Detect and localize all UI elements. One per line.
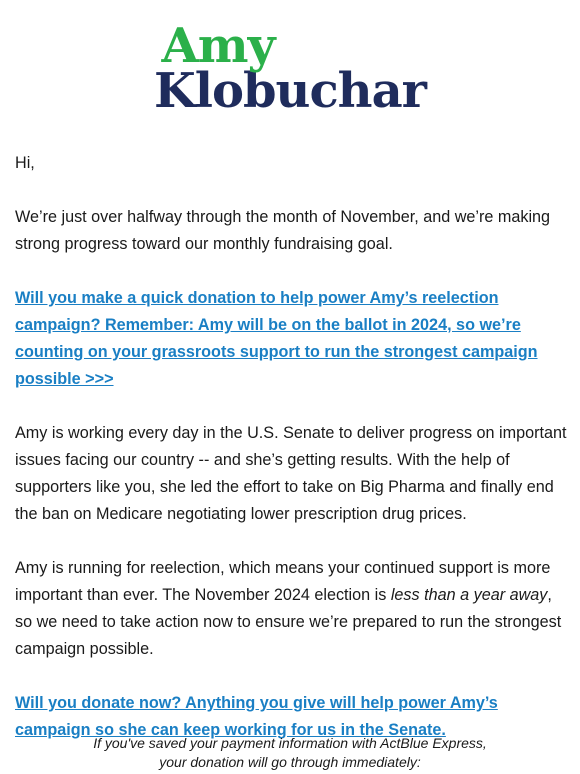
donate-link-paragraph-1 (15, 285, 570, 393)
reelection-emphasis: less than a year away (390, 586, 548, 604)
donate-link-2[interactable]: Will you donate now? Anything you give will help power Amy’s campaign so she can keep working for us in the Senate. (15, 694, 498, 739)
logo-last-name: Klobuchar (154, 63, 426, 119)
actblue-express-note (0, 734, 580, 772)
reelection-paragraph (15, 555, 570, 663)
amy-klobuchar-logo (0, 18, 580, 119)
email-body (15, 150, 570, 771)
reelection-text-start: Amy is running for reelection, which means your continued support is more important than ever. The November 2024 election is (15, 559, 551, 604)
note-line-2: your donation will go through immediately: (159, 754, 421, 770)
greeting: Hi, (15, 154, 35, 172)
logo-first-name: Amy (161, 18, 275, 74)
reelection-text-end: , so we need to take action now to ensure we’re prepared to run the strongest campaign possible. (15, 586, 562, 658)
intro-paragraph: We’re just over halfway through the month of November, and we’re making strong progress toward our monthly fundraising goal. (15, 208, 551, 253)
note-line-1: If you've saved your payment information with ActBlue Express, (93, 735, 487, 751)
senate-progress-paragraph: Amy is working every day in the U.S. Senate to deliver progress on important issues facing our country -- and she’s getting results. With the help of supporters like you, she led the effort to take on Big Pharma and finally end the ban on Medicare negotiating lower prescription drug prices. (15, 424, 567, 523)
donate-link-1[interactable]: Will you make a quick donation to help power Amy’s reelection campaign? Remember: Amy will be on the ballot in 2024, so we’re counting on your grassroots support to run the strongest campaign possible >>> (15, 289, 538, 388)
